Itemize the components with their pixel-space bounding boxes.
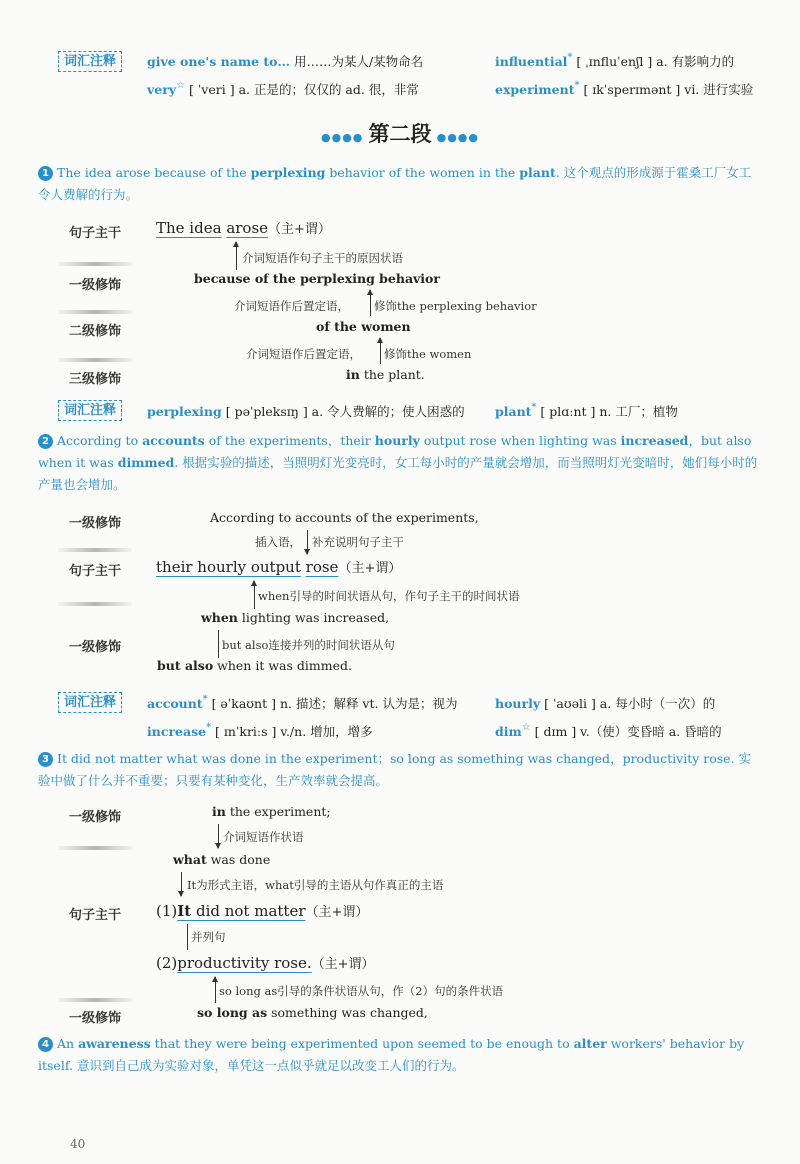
arrow-up-icon	[215, 977, 216, 1003]
label-level1: 一级修饰	[68, 278, 121, 293]
vocab-word: dim	[495, 724, 522, 739]
label-main-clause: 句子主干	[68, 226, 121, 241]
sentence-number: 4	[38, 1037, 53, 1052]
vocab-entry: very☆ [ ˈveri ] a. 正是的；仅仅的 ad. 很，非常	[147, 80, 419, 97]
sentence-3: 3 It did not matter what was done in the experiment；so long as something was changed，productivity rose. 实验中做了什么并不重要；只要有某种变化，生产效率就会提高。	[38, 751, 752, 788]
vocab-word: give one's name to…	[147, 54, 290, 69]
arrow-down-icon	[181, 872, 182, 896]
sentence-number: 1	[38, 166, 53, 181]
arrow-up-icon	[236, 242, 237, 270]
grammar-note: 介词短语作句子主干的原因状语	[242, 251, 403, 265]
vocab-entry: account* [ əˈkaʊnt ] n. 描述；解释 vt. 认为是；视为	[147, 694, 458, 711]
grammar-note: 介词短语作状语	[223, 830, 304, 844]
arrow-down-icon	[307, 530, 308, 554]
label-main-clause: 句子主干	[68, 908, 121, 923]
arrow-up-icon	[254, 581, 255, 609]
arrow-down-icon	[218, 824, 219, 848]
vocab-word: increase	[147, 724, 207, 739]
vocab-word: account	[147, 696, 203, 711]
label-divider	[58, 846, 132, 850]
grammar-note: when引导的时间状语从句，作句子主干的时间状语	[258, 589, 520, 603]
vocab-label: 词汇注释	[58, 692, 122, 713]
sentence-number: 2	[38, 434, 53, 449]
label-divider	[58, 602, 132, 606]
vocab-entry: dim☆ [ dɪm ] v.（使）变昏暗 a. 昏暗的	[495, 722, 722, 739]
page-number: 40	[70, 1137, 86, 1151]
modifier-when-clause: when lighting was increased,	[201, 610, 390, 625]
label-level1: 一级修饰	[68, 640, 121, 655]
vocab-label: 词汇注释	[58, 51, 122, 72]
vocab-entry: hourly [ ˈaʊəli ] a. 每小时（一次）的	[495, 696, 716, 711]
modifier-so-long-as-clause: so long as something was changed,	[197, 1005, 428, 1020]
label-divider	[58, 310, 132, 314]
vocab-entry: give one's name to… 用……为某人/某物命名	[147, 54, 424, 69]
dots-decoration: ●●●●	[321, 131, 364, 144]
label-level3: 三级修饰	[68, 372, 121, 387]
modifier-what-clause: what was done	[173, 852, 271, 867]
label-main-clause: 句子主干	[68, 564, 121, 579]
grammar-note: 修饰the perplexing behavior	[374, 299, 537, 313]
main-clause-2: (2)productivity rose.（主+谓）	[156, 954, 375, 972]
vocab-word: very	[147, 82, 177, 97]
label-level2: 二级修饰	[68, 324, 121, 339]
sentence-2: 2 According to accounts of the experiments，their hourly output rose when lighting was increased，but also when it was dimmed. 根据实验的描述，当照明灯光变亮时，女工每小时的产量就会增加，而当照明灯光变暗时，她们每小时的产量也会增加。	[38, 433, 758, 492]
label-divider	[58, 548, 132, 552]
label-level1: 一级修饰	[68, 1011, 121, 1026]
label-level1: 一级修饰	[68, 516, 121, 531]
vocab-entry: influential* [ ˌɪnfluˈenʃl ] a. 有影响力的	[495, 52, 735, 69]
main-clause: The idea arose（主+谓）	[156, 219, 331, 237]
section-header	[0, 118, 800, 148]
vocab-entry: experiment* [ ɪkˈsperɪmənt ] vi. 进行实验	[495, 80, 754, 97]
grammar-note: It为形式主语，what引导的主语从句作真正的主语	[187, 878, 444, 892]
modifier-in-phrase: in the experiment;	[212, 804, 331, 819]
label-level1: 一级修饰	[68, 810, 121, 825]
grammar-note: 补充说明句子主干	[312, 535, 404, 549]
label-divider	[58, 358, 132, 362]
vocab-entry: increase* [ ɪnˈkriːs ] v./n. 增加，增多	[147, 722, 373, 739]
sentence-number: 3	[38, 752, 53, 767]
sentence-4: 4 An awareness that they were being experimented upon seemed to be enough to alter workers' behavior by itself. 意识到自己成为实验对象，单凭这一点似乎就足以改变工人们的行为。	[38, 1036, 745, 1073]
connector-line	[187, 924, 188, 950]
modifier-level3: in the plant.	[346, 367, 425, 382]
vocab-entry: perplexing [ pəˈpleksɪŋ ] a. 令人费解的；使人困惑的	[147, 404, 465, 419]
modifier-but-also-clause: but also when it was dimmed.	[157, 658, 352, 673]
grammar-note: 并列句	[191, 930, 226, 944]
dots-decoration: ●●●●	[436, 131, 479, 144]
vocab-word: influential	[495, 54, 568, 69]
connector-line	[218, 630, 219, 658]
arrow-up-icon	[380, 338, 381, 364]
main-clause-1: (1)It did not matter（主+谓）	[156, 902, 369, 920]
section-title: 第二段	[368, 122, 432, 146]
vocab-label: 词汇注释	[58, 400, 122, 421]
vocab-word: plant	[495, 404, 532, 419]
modifier-level1: because of the perplexing behavior	[194, 271, 440, 286]
arrow-up-icon	[370, 290, 371, 316]
grammar-note: 介词短语作后置定语，	[246, 347, 361, 361]
modifier-level1: According to accounts of the experiments,	[210, 510, 479, 525]
main-clause: their hourly output rose（主+谓）	[156, 558, 402, 576]
grammar-note: but also连接并列的时间状语从句	[222, 638, 395, 652]
vocab-word: hourly	[495, 696, 541, 711]
grammar-note: so long as引导的条件状语从句，作（2）句的条件状语	[219, 984, 504, 998]
grammar-note: 修饰the women	[384, 347, 472, 361]
vocab-entry: plant* [ plɑːnt ] n. 工厂；植物	[495, 402, 678, 419]
vocab-word: perplexing	[147, 404, 222, 419]
vocab-word: experiment	[495, 82, 575, 97]
label-divider	[58, 998, 132, 1002]
grammar-note: 插入语，	[255, 535, 301, 549]
grammar-note: 介词短语作后置定语，	[234, 299, 349, 313]
modifier-level2: of the women	[316, 319, 411, 334]
sentence-1: 1 The idea arose because of the perplexing behavior of the women in the plant. 这个观点的形成源于霍桑工厂女工令人费解的行为。	[38, 165, 752, 202]
label-divider	[58, 262, 132, 266]
